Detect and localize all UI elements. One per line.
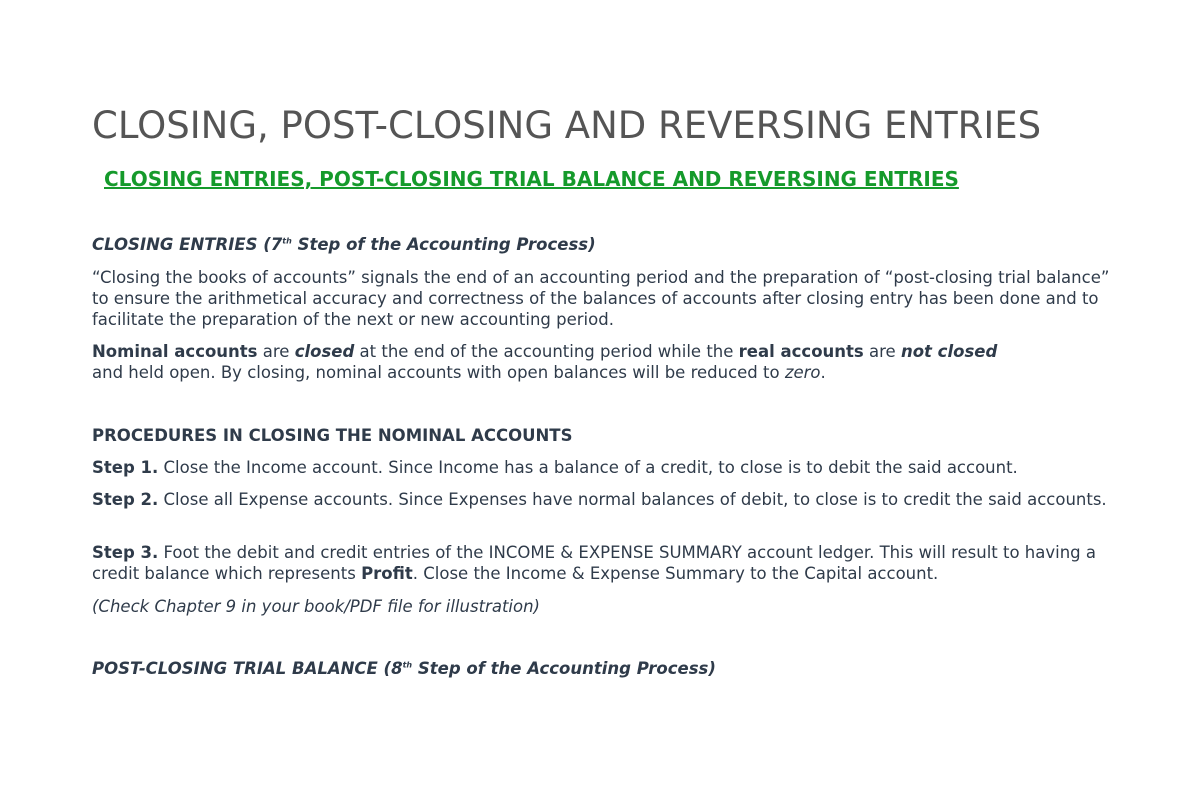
step-1: [92, 457, 1112, 478]
term-profit: Profit: [361, 564, 413, 583]
step-3-text-b: . Close the Income & Expense Summary to the Capital account.: [412, 564, 939, 583]
step-2-text: Close all Expense accounts. Since Expenses have normal balances of debit, to close is to credit the said accounts.: [158, 490, 1107, 509]
document-subtitle: CLOSING ENTRIES, POST-CLOSING TRIAL BALANCE AND REVERSING ENTRIES: [104, 167, 959, 191]
note-text: (Check Chapter 9 in your book/PDF file for illustration): [92, 597, 540, 616]
document-title: CLOSING, POST-CLOSING AND REVERSING ENTRIES: [92, 104, 1042, 147]
section-heading-post-closing: [92, 658, 1112, 679]
heading-sup: th: [402, 660, 413, 670]
step-3: [92, 542, 1112, 584]
step-1-text: Close the Income account. Since Income has a balance of a credit, to close is to debit the said account.: [158, 458, 1018, 477]
step-3-text-a: Foot the debit and credit entries of the INCOME & EXPENSE SUMMARY account ledger. This will result to having a credit balance which represents: [92, 543, 1097, 583]
step-3-label: Step 3.: [92, 543, 159, 562]
paragraph-closing-books: “Closing the books of accounts” signals the end of an accounting period and the preparation of “post-closing trial balance” to ensure the arithmetical accuracy and correctness of the balances of accounts after closing entry has been done and to facilitate the preparation of the next or new accounting period.: [92, 268, 1110, 329]
text-fragment: .: [820, 363, 826, 382]
heading-suffix: Step of the Accounting Process): [412, 659, 716, 678]
paragraph-nominal-accounts: [92, 341, 1022, 383]
text-fragment: are: [863, 342, 901, 361]
heading-prefix: POST-CLOSING TRIAL BALANCE (8: [92, 659, 403, 678]
step-1-label: Step 1.: [92, 458, 159, 477]
term-zero: zero: [784, 363, 821, 382]
heading-suffix: Step of the Accounting Process): [291, 235, 596, 254]
text-fragment: and held open. By closing, nominal accounts with open balances will be reduced to: [92, 363, 785, 382]
term-nominal-accounts: Nominal accounts: [92, 342, 258, 361]
procedures-heading: PROCEDURES IN CLOSING THE NOMINAL ACCOUNTS: [92, 426, 573, 445]
text-fragment: at the end of the accounting period while the: [354, 342, 739, 361]
illustration-note: [92, 596, 1112, 617]
section-heading-closing-entries: [92, 234, 1112, 255]
step-2: [92, 489, 1112, 510]
heading-sup: th: [282, 236, 292, 246]
step-2-label: Step 2.: [92, 490, 159, 509]
text-fragment: are: [257, 342, 295, 361]
term-not-closed: not closed: [900, 342, 998, 361]
term-real-accounts: real accounts: [738, 342, 864, 361]
heading-prefix: CLOSING ENTRIES (7: [92, 235, 283, 254]
term-closed: closed: [294, 342, 355, 361]
